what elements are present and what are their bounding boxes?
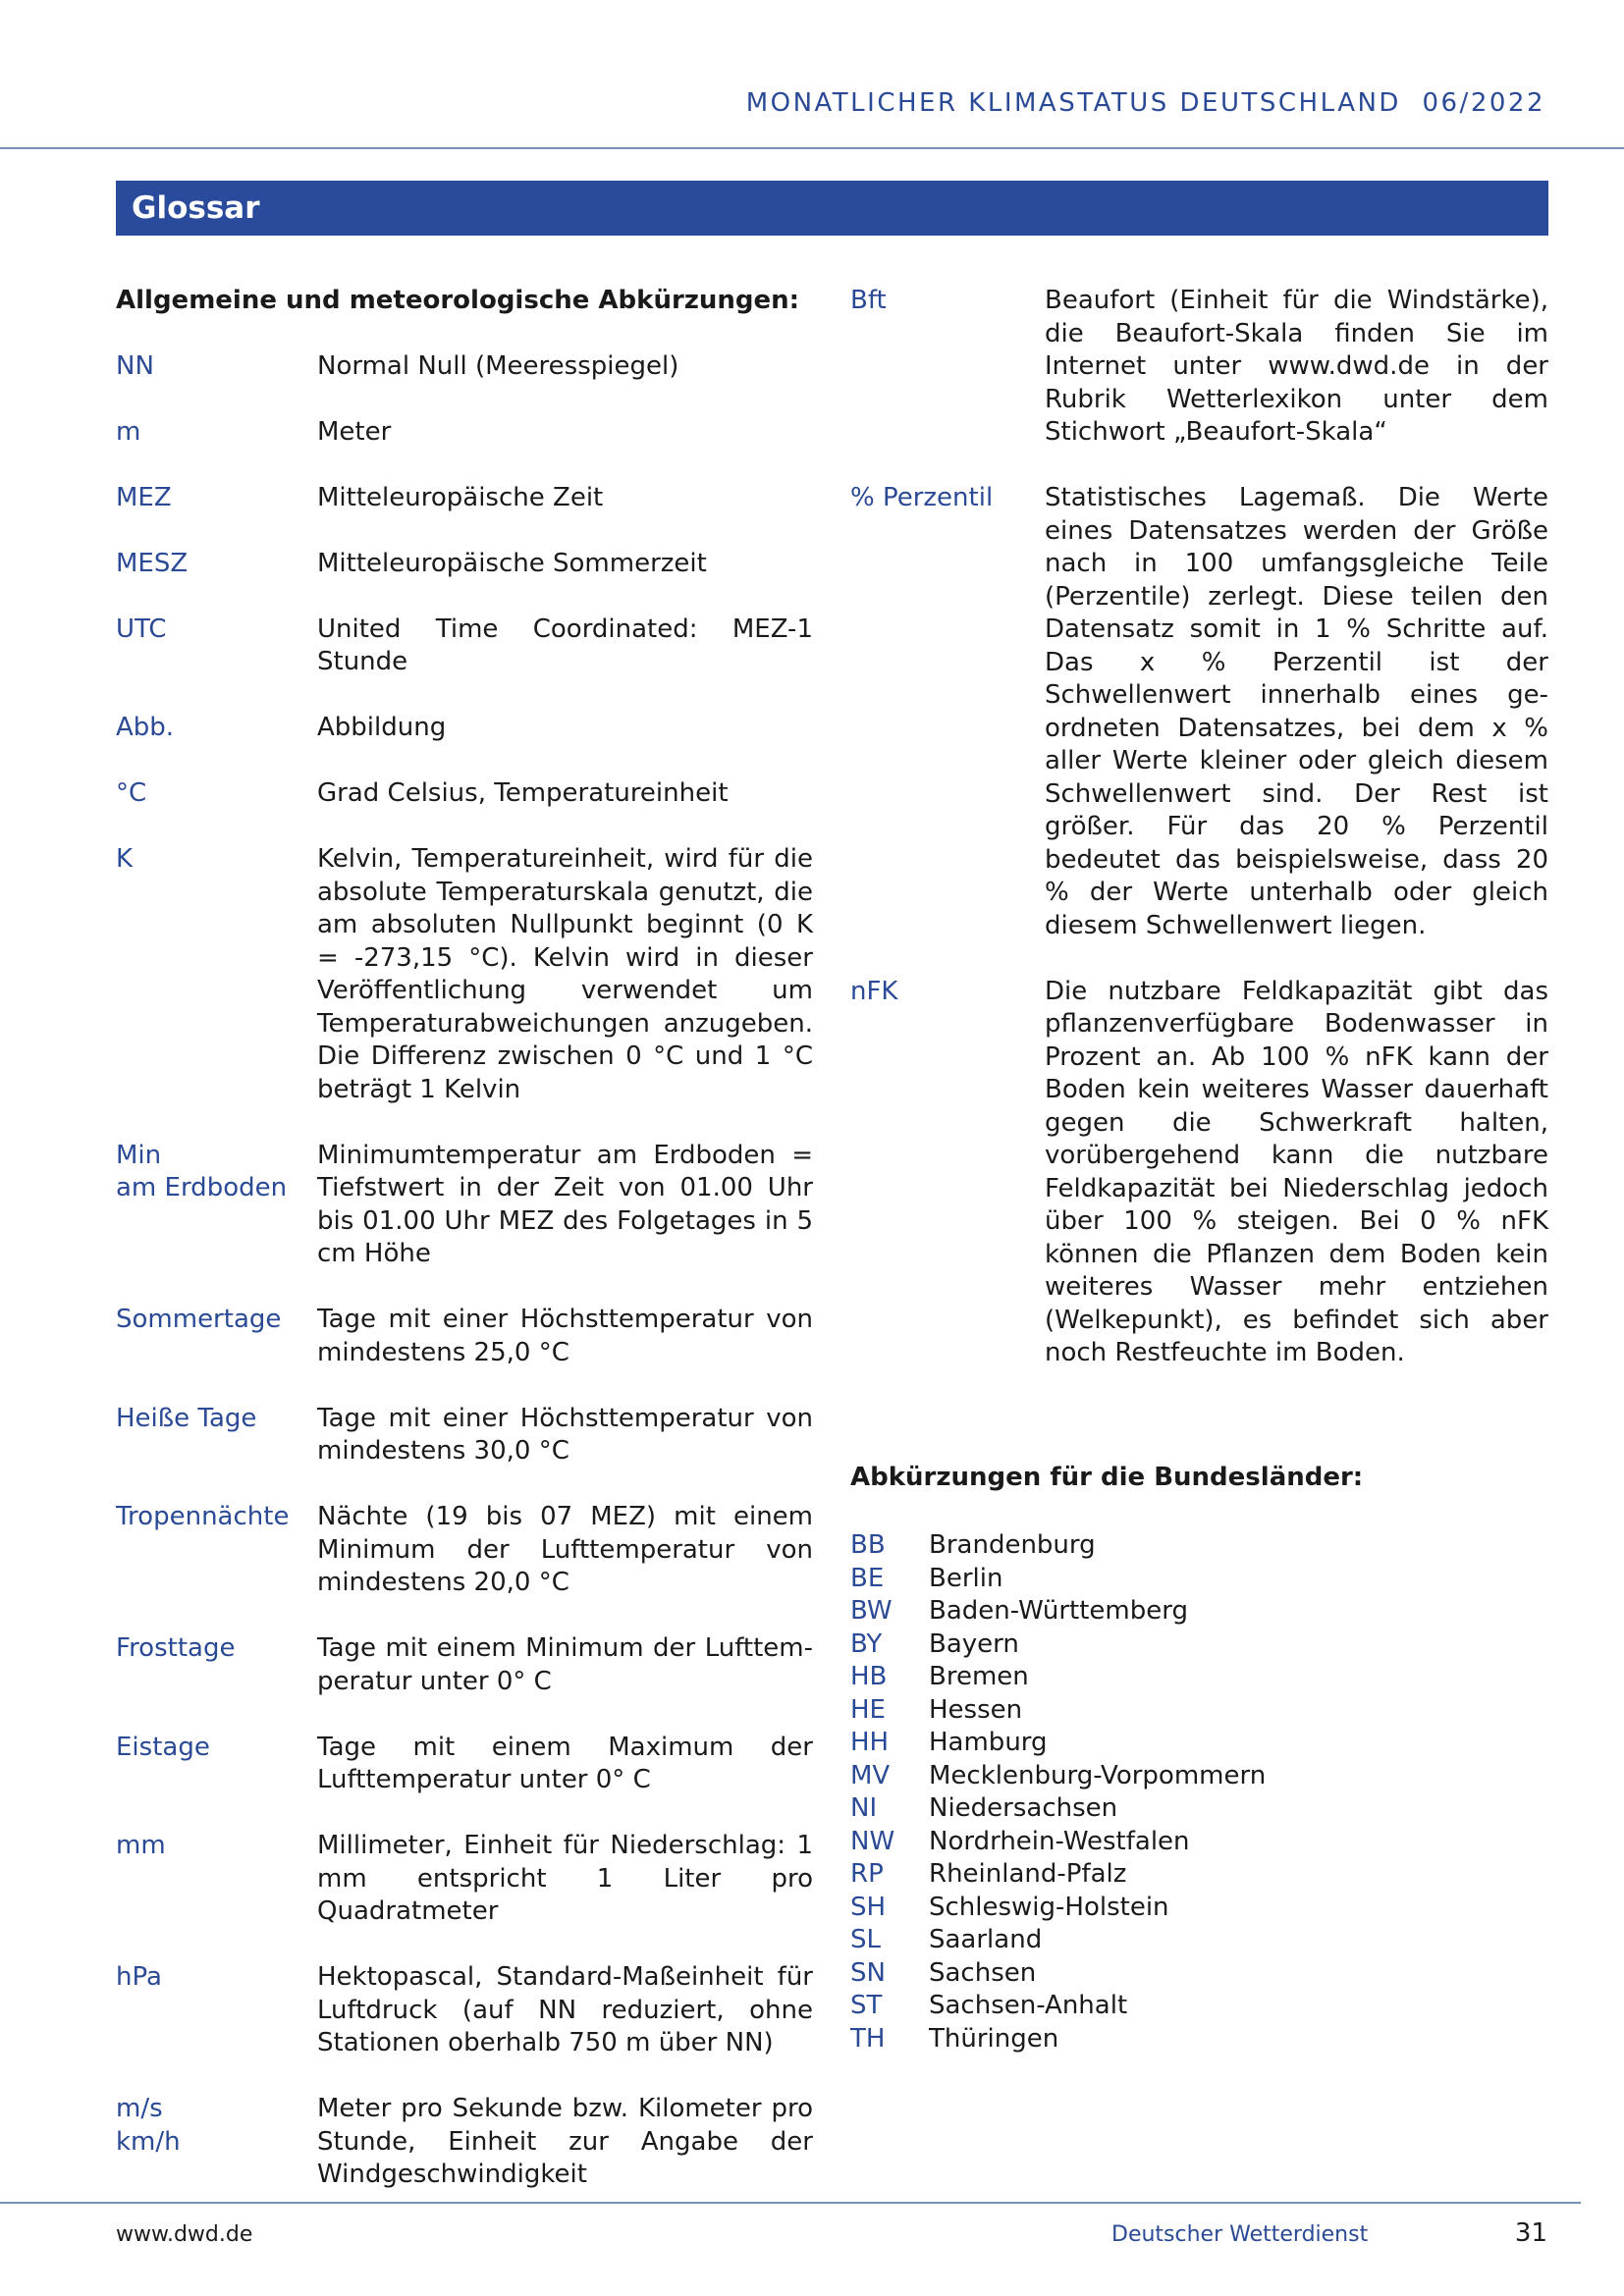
bundesland-name: Hessen [929,1694,1023,1725]
glossary-definition: Kelvin, Temperatureinheit, wird für die absolute Temperaturskala genutzt, die am absoluten Nullpunkt beginnt (0 K = -273,15 °C). Kelvin wird in dieser Veröffentlichung verwendet um Temperaturabweichungen anzugeben. Die Differenz zwischen 0 °C und 1 °C beträgt 1 Kelvin [317,844,813,1104]
glossary-term: Frosttage [116,1633,236,1663]
bundesland-abbr: TH [850,2023,886,2054]
bundesland-name: Thüringen [929,2023,1059,2054]
bundesland-name: Mecklenburg-Vorpommern [929,1760,1267,1790]
glossary-definition: Abbildung [317,713,447,742]
glossary-definition: Beaufort (Einheit für die Windstärke), die Beaufort-Skala finden Sie im Internet unter www.dwd.de in der Rubrik Wetterlexikon unter dem Stichwort „Beaufort-Skala“ [1045,286,1548,447]
bundesland-abbr: HH [850,1728,890,1757]
glossary-term: MEZ [116,482,172,512]
left-column [116,285,813,2224]
glossary-definition: Hektopascal, Standard-Maßeinheit für Luftdruck (auf NN reduziert, ohne Stationen oberhalb 750 m über NN) [317,1962,813,2057]
glossary-definition: Tage mit einem Maximum der Lufttemperatur unter 0° C [317,1732,813,1794]
bundesland-abbr: HE [850,1694,886,1725]
bundesland-name: Sachsen-Anhalt [929,1991,1128,2020]
bundesland-row [850,1595,1266,1629]
bundesland-abbr: BW [850,1596,893,1626]
bundesland-name: Brandenburg [929,1530,1096,1560]
glossary-term: Eistage [116,1732,210,1762]
bundesland-row [850,1792,1266,1826]
bundesland-abbr: NI [850,1793,878,1823]
bundesland-row [850,1727,1266,1760]
glossary-entry [116,1304,813,1369]
bundesland-name: Nordrhein-Westfalen [929,1826,1190,1856]
glossary-term: °C [116,778,147,808]
glossary-definition: Grad Celsius, Temperatureinheit [317,778,729,808]
footer-url[interactable]: www.dwd.de [116,2222,253,2247]
glossary-definition: Meter [317,416,392,447]
glossary-definition: Die nutzbare Feldkapazität gibt das pflanzenverfügbare Bodenwasser in Prozent an. Ab 100 % nFK kann der Boden kein weiteres Wasser dauerhaft gegen die Schwerkraft halten, vorübergehend kann die nutzbare Feldkapazität bei Niederschlag jedoch über 100 % steigen. Bei 0 % nFK können die Pflanzen dem Boden kein weiteres Wasser mehr entziehen (Welkepunkt), es befindet sich aber noch Restfeuchte im Boden. [1045,976,1548,1367]
bundesland-name: Berlin [929,1563,1003,1593]
glossary-term: Bft [850,286,887,315]
bundeslaender-title: Abkürzungen für die Bundesländer: [850,1463,1364,1492]
glossary-entry [116,712,813,745]
bundesland-name: Hamburg [929,1728,1048,1757]
glossary-entry [116,1961,813,2060]
glossary-entry [116,777,813,811]
glossary-term: m/s km/h [116,2094,181,2157]
bundesland-abbr: HB [850,1662,888,1691]
glossary-term: hPa [116,1962,162,1992]
glossary-entry [850,976,1548,1370]
bundesland-abbr: MV [850,1760,891,1790]
glossary-term: Abb. [116,713,175,742]
bundesland-abbr: BY [850,1629,883,1659]
bundesland-row [850,1892,1266,1925]
bundesland-row [850,1563,1266,1596]
glossary-definition: United Time Coordinated: MEZ-1 Stunde [317,614,813,676]
glossary-definition: Tage mit einem Minimum der Lufttemperatur unter 0° C [317,1633,813,1696]
bundesland-row [850,1957,1266,1991]
glossary-term: Tropennächte [116,1502,290,1531]
bundesland-abbr: RP [850,1859,884,1889]
bundesland-name: Bayern [929,1629,1019,1659]
glossary-term: MESZ [116,548,189,578]
header-divider [0,147,1624,149]
glossary-term: Min am Erdboden [116,1140,288,1202]
glossary-term: nFK [850,976,898,1006]
bundesland-row [850,1529,1266,1563]
bundesland-abbr: ST [850,1991,883,2020]
glossary-entry [116,1501,813,1600]
bundesland-name: Sachsen [929,1957,1037,1988]
bundesland-row [850,2023,1266,2056]
footer-divider [0,2202,1581,2204]
banner-title: Glossar [132,190,260,226]
glossary-term: Sommertage [116,1305,282,1334]
glossary-definition: Minimumtemperatur am Erdboden = Tiefstwert in der Zeit von 01.00 Uhr bis 01.00 Uhr MEZ des Folgetages in 5 cm Höhe [317,1140,813,1268]
glossary-entry [116,416,813,450]
document-header: MONATLICHER KLIMASTATUS DEUTSCHLAND 06/2022 [745,88,1545,118]
glossary-definition: Millimeter, Einheit für Niederschlag: 1 mm entspricht 1 Liter pro Quadratmeter [317,1831,813,1926]
glossary-term: % Perzentil [850,483,994,512]
bundesland-name: Niedersachsen [929,1793,1118,1823]
glossary-term: mm [116,1831,166,1860]
bundesland-name: Bremen [929,1662,1029,1691]
section-banner [116,181,1548,236]
glossary-term: K [116,844,134,874]
bundesland-abbr: SL [850,1925,881,1954]
bundesland-row [850,1990,1266,2023]
bundesland-abbr: SN [850,1957,886,1988]
glossary-term: NN [116,350,154,381]
glossary-entry [116,1140,813,1271]
bundesland-row [850,1924,1266,1957]
glossary-entry [116,1830,813,1929]
glossary-entry [850,285,1548,450]
footer-publisher: Deutscher Wetterdienst [1111,2222,1369,2247]
bundesland-abbr: NW [850,1826,895,1856]
glossary-entry [116,2093,813,2192]
glossary-term: m [116,416,141,447]
bundesland-abbr: SH [850,1892,887,1922]
glossary-entry [116,1632,813,1698]
glossary-entry [850,482,1548,942]
glossary-definition: Normal Null (Meeresspiegel) [317,350,679,381]
glossary-entry [116,1403,813,1468]
glossary-definition: Tage mit einer Höchsttemperatur von mindestens 25,0 °C [317,1305,813,1367]
left-glossary-list [116,350,813,2192]
glossary-entry [116,843,813,1106]
glossary-entry [116,350,813,384]
bundesland-abbr: BE [850,1563,885,1593]
bundesland-row [850,1694,1266,1728]
bundesland-row [850,1760,1266,1793]
right-glossary-list [850,285,1548,1370]
glossary-definition: Nächte (19 bis 07 MEZ) mit einem Minimum der Lufttemperatur von mindestens 20,0 °C [317,1502,813,1597]
bundesland-abbr: BB [850,1530,886,1560]
glossary-entry [116,548,813,581]
glossary-entry [116,482,813,515]
bundeslaender-list [850,1529,1266,2056]
page-number: 31 [1514,2218,1547,2248]
bundesland-name: Baden-Württemberg [929,1596,1188,1626]
bundesland-row [850,1826,1266,1859]
bundesland-row [850,1629,1266,1662]
glossary-entry [116,1732,813,1797]
glossary-definition: Statistisches Lagemaß. Die Werte eines Datensatzes werden der Größe nach in 100 umfangsgleiche Teile (Perzentile) zerlegt. Diese teilen den Datensatz somit in 1 % Schritte auf. Das x % Perzentil ist der Schwellenwert innerhalb eines geordneten Datensatzes, bei dem x % aller Werte kleiner oder gleich diesem Schwellenwert sind. Der Rest ist größer. Für das 20 % Perzentil bedeutet das beispielsweise, dass 20 % der Werte unterhalb oder gleich diesem Schwellenwert liegen. [1045,483,1548,940]
right-column [850,285,1548,1403]
glossary-definition: Mitteleuropäische Zeit [317,482,604,512]
glossary-term: UTC [116,614,167,644]
bundesland-row [850,1661,1266,1694]
glossary-definition: Tage mit einer Höchsttemperatur von mindestens 30,0 °C [317,1403,813,1466]
bundesland-row [850,1858,1266,1892]
bundesland-name: Schleswig-Holstein [929,1892,1169,1922]
bundesland-name: Saarland [929,1925,1043,1954]
section-title: Allgemeine und meteorologische Abkürzungen: [116,286,800,315]
bundesland-name: Rheinland-Pfalz [929,1859,1127,1889]
glossary-definition: Meter pro Sekunde bzw. Kilometer pro Stunde, Einheit zur Angabe der Windgeschwindigkeit [317,2094,813,2189]
glossary-definition: Mitteleuropäische Sommerzeit [317,548,707,578]
glossary-entry [116,614,813,679]
glossary-term: Heiße Tage [116,1403,257,1433]
